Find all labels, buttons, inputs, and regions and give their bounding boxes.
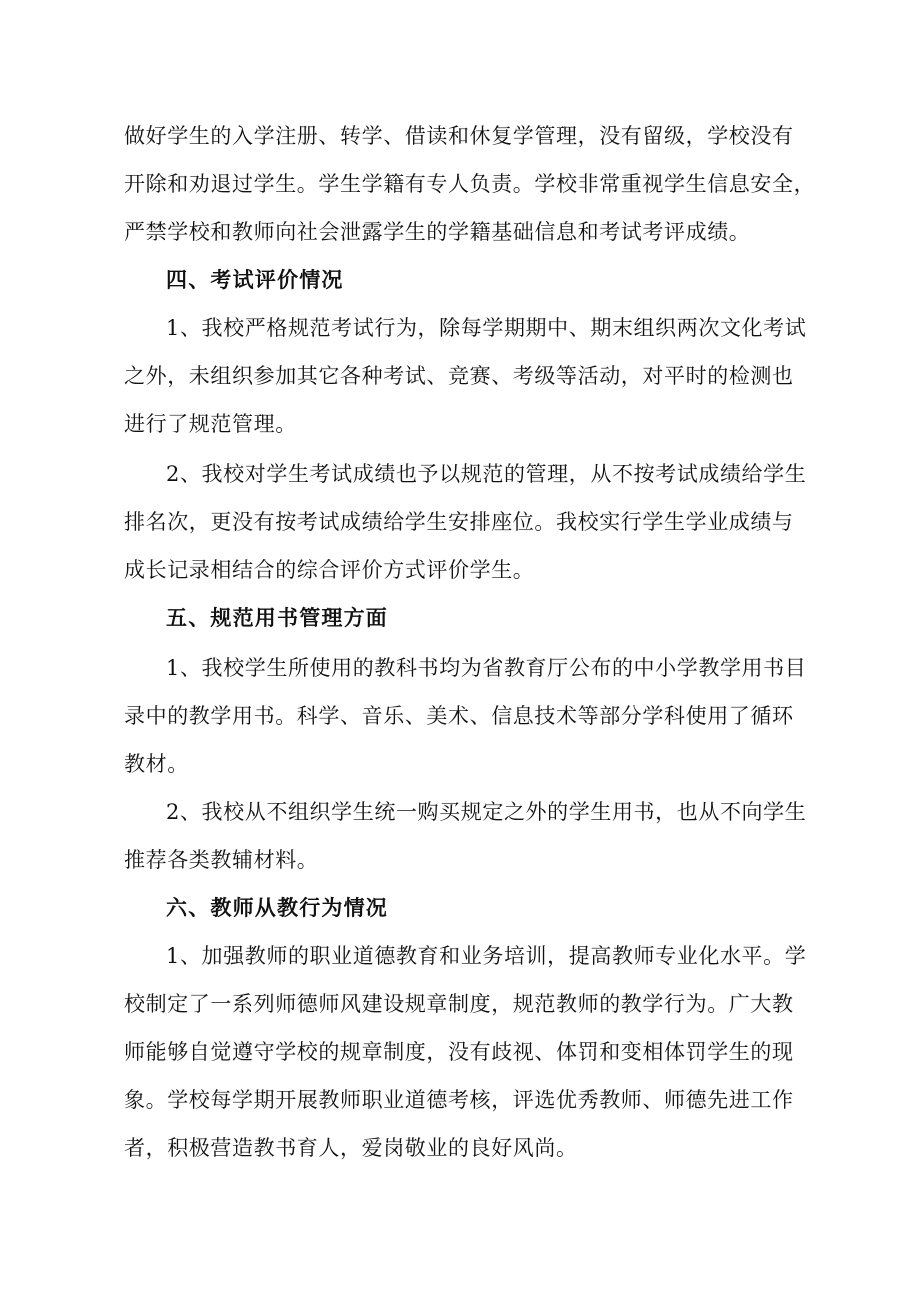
section6-p1-line-3: 师能够自觉遵守学校的规章制度，没有歧视、体罚和变相体罚学生的现	[124, 1040, 794, 1064]
section6-p1-line-2: 校制定了一系列师德师风建设规章制度，规范教师的教学行为。广大教	[124, 992, 794, 1016]
section4-p2-line-1: 2、我校对学生考试成绩也予以规范的管理，从不按考试成绩给学生	[166, 462, 807, 486]
section6-p1-line-5: 者，积极营造教书育人，爱岗敬业的良好风尚。	[124, 1136, 578, 1160]
section5-heading: 五、规范用书管理方面	[166, 605, 388, 630]
section5-p1-line-3: 教材。	[124, 752, 189, 776]
intro-line-1: 做好学生的入学注册、转学、借读和休复学管理，没有留级，学校没有	[124, 124, 794, 148]
section4-p2-line-2: 排名次，更没有按考试成绩给学生安排座位。我校实行学生学业成绩与	[124, 510, 794, 534]
section4-p2-line-3: 成长记录相结合的综合评价方式评价学生。	[124, 558, 535, 582]
intro-line-2: 开除和劝退过学生。学生学籍有专人负责。学校非常重视学生信息安全，	[124, 172, 816, 196]
section4-p1-line-1: 1、我校严格规范考试行为，除每学期期中、期末组织两次文化考试	[166, 316, 807, 340]
section5-p2-line-1: 2、我校从不组织学生统一购买规定之外的学生用书，也从不向学生	[166, 800, 807, 824]
section5-p1-line-1: 1、我校学生所使用的教科书均为省教育厅公布的中小学教学用书目	[166, 656, 807, 680]
section4-p1-line-3: 进行了规范管理。	[124, 412, 297, 436]
section4-heading: 四、考试评价情况	[166, 267, 344, 292]
section6-heading: 六、教师从教行为情况	[166, 895, 388, 920]
section5-p1-line-2: 录中的教学用书。科学、音乐、美术、信息技术等部分学科使用了循环	[124, 704, 794, 728]
section6-p1-line-4: 象。学校每学期开展教师职业道德考核，评选优秀教师、师德先进工作	[124, 1088, 794, 1112]
section5-p2-line-2: 推荐各类教辅材料。	[124, 848, 319, 872]
intro-line-3: 严禁学校和教师向社会泄露学生的学籍基础信息和考试考评成绩。	[124, 220, 751, 244]
section4-p1-line-2: 之外，未组织参加其它各种考试、竞赛、考级等活动，对平时的检测也	[124, 364, 794, 388]
section6-p1-line-1: 1、加强教师的职业道德教育和业务培训，提高教师专业化水平。学	[166, 944, 807, 968]
